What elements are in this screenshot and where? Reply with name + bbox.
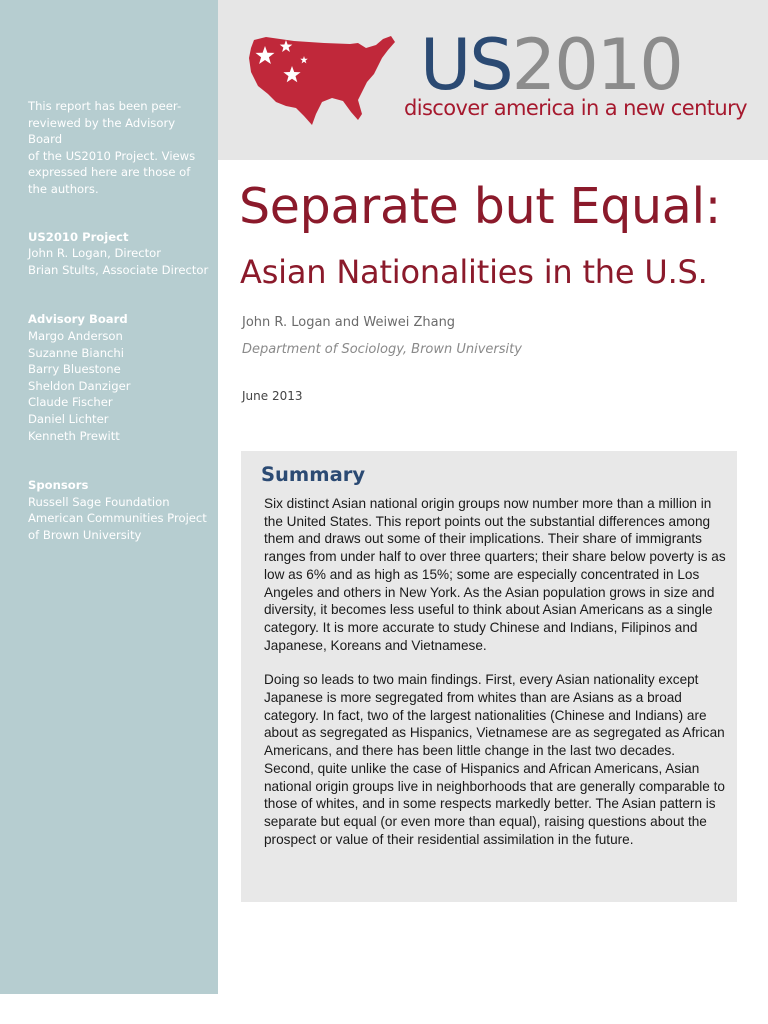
project-line: Brian Stults, Associate Director [28, 262, 209, 277]
us-map-with-stars-icon [246, 28, 396, 128]
summary-heading: Summary [261, 463, 366, 486]
peer-review-note: This report has been peer- reviewed by the Advisory Board of the US2010 Project. Views expressed here are those of the authors. [28, 99, 196, 196]
summary-box [241, 451, 737, 902]
logo-year-text: 2010 [511, 24, 682, 106]
advisory-board-member: Kenneth Prewitt [28, 428, 120, 443]
advisory-board-group [28, 311, 210, 444]
sponsor-line: Russell Sage Foundation [28, 494, 170, 509]
advisory-board-title: Advisory Board [28, 312, 128, 327]
report-date: June 2013 [242, 389, 303, 403]
advisory-board-member: Barry Bluestone [28, 362, 121, 377]
report-subtitle: Asian Nationalities in the U.S. [240, 253, 708, 291]
project-group [28, 229, 210, 279]
sidebar [0, 0, 218, 994]
report-title: Separate but Equal: [239, 178, 722, 235]
advisory-board-member: Sheldon Danziger [28, 378, 131, 393]
us2010-logo [420, 26, 682, 104]
tagline: discover america in a new century [404, 96, 747, 120]
advisory-board-member: Daniel Lichter [28, 411, 109, 426]
summary-paragraph: Doing so leads to two main findings. First, every Asian nationality except Japanese is more segregated from whites than are Asians as a broad category. In fact, two of the largest nationalities (Chinese and Indians) are about as segregated as Hispanics, Vietnamese are as segregated as African Americans, and there has been little change in the last two decades. Second, quite unlike the case of Hispanics and African Americans, Asian national origin groups live in neighborhoods that are generally comparable to those of whites, and in some respects markedly better. The Asian pattern is separate but equal (or even more than equal), raising questions about the prospect or value of their residential assimilation in the future. [264, 672, 725, 847]
logo-us-text: US [420, 24, 512, 106]
project-title: US2010 Project [28, 229, 129, 244]
sponsor-line: American Communities Project [28, 511, 207, 526]
report-department: Department of Sociology, Brown University [242, 342, 522, 357]
advisory-board-member: Claude Fischer [28, 395, 113, 410]
advisory-board-member: Suzanne Bianchi [28, 345, 124, 360]
summary-paragraph: Six distinct Asian national origin groups now number more than a million in the United States. This report points out the substantial differences among them and draws out some of their implications. Their share of immigrants ranges from under half to over three quarters; their share below poverty is as low as 6% and as high as 15%; some are especially concentrated in Los Angeles and others in New York. As the Asian population grows in size and diversity, it becomes less useful to think about Asian Americans as a single category. It is more accurate to study Chinese and Indians, Filipinos and Japanese, Koreans and Vietnamese. [264, 496, 726, 653]
us2010-banner [218, 0, 768, 160]
sponsors-title: Sponsors [28, 478, 89, 493]
project-line: John R. Logan, Director [28, 246, 162, 261]
advisory-board-member: Margo Anderson [28, 328, 123, 343]
sponsors-group [28, 477, 210, 543]
sponsor-line: of Brown University [28, 527, 142, 542]
report-authors: John R. Logan and Weiwei Zhang [242, 315, 456, 330]
